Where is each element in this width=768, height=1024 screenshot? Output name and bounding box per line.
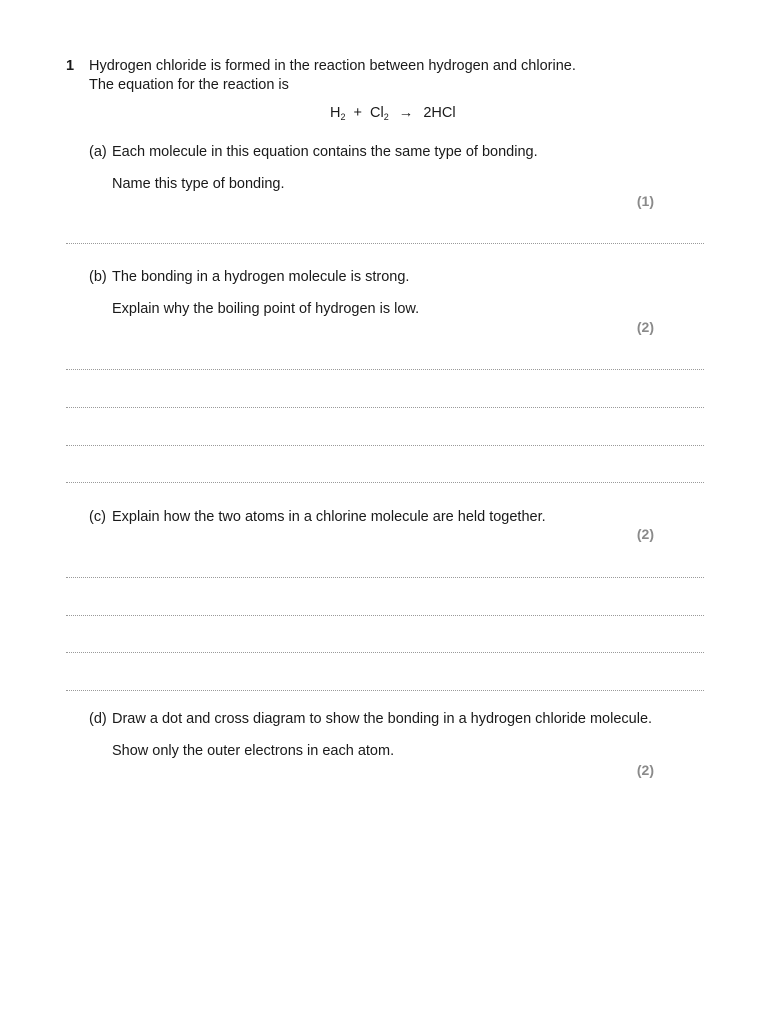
- part-b-answer-line-2[interactable]: [66, 407, 704, 408]
- reaction-equation: [330, 104, 456, 126]
- part-a-line2: Name this type of bonding.: [112, 176, 285, 192]
- part-a-answer-line-1[interactable]: [66, 243, 704, 244]
- part-d-drawing-area[interactable]: [66, 790, 704, 1000]
- part-c-line1: Explain how the two atoms in a chlorine molecule are held together.: [112, 509, 546, 525]
- part-a-line1: Each molecule in this equation contains the same type of bonding.: [112, 144, 538, 160]
- part-d-label: (d): [89, 711, 107, 727]
- question-intro-line2: The equation for the reaction is: [89, 77, 289, 93]
- equation-arrow: →: [398, 105, 414, 121]
- part-b-label: (b): [89, 269, 107, 285]
- equation-chlorine: Cl: [370, 105, 384, 121]
- part-d-line2: Show only the outer electrons in each atom.: [112, 743, 395, 759]
- question-intro-line1: Hydrogen chloride is formed in the reaction between hydrogen and chlorine.: [89, 58, 576, 74]
- part-b-answer-line-3[interactable]: [66, 445, 704, 446]
- part-c-answer-line-4[interactable]: [66, 690, 704, 691]
- part-b-line1: The bonding in a hydrogen molecule is strong.: [112, 269, 410, 285]
- part-a-label: (a): [89, 144, 107, 160]
- equation-plus: +: [353, 105, 362, 121]
- part-d-marks: (2): [636, 762, 654, 778]
- equation-hydrogen: H: [330, 105, 341, 121]
- part-c-answer-line-2[interactable]: [66, 615, 704, 616]
- part-b-line2: Explain why the boiling point of hydrogen is low.: [112, 301, 420, 317]
- part-c-marks: (2): [636, 526, 654, 542]
- equation-hydrogen-subscript: 2: [340, 112, 346, 122]
- part-c-answer-line-3[interactable]: [66, 652, 704, 653]
- part-b-answer-line-4[interactable]: [66, 482, 704, 483]
- part-c-label: (c): [89, 509, 106, 525]
- question-number: 1: [66, 58, 75, 74]
- part-b-marks: (2): [636, 319, 654, 335]
- part-c-answer-line-1[interactable]: [66, 577, 704, 578]
- equation-chlorine-subscript: 2: [383, 112, 389, 122]
- part-d-line1: Draw a dot and cross diagram to show the bonding in a hydrogen chloride molecule.: [112, 711, 653, 727]
- part-b-answer-line-1[interactable]: [66, 369, 704, 370]
- equation-product: 2HCl: [423, 105, 456, 121]
- part-a-marks: (1): [636, 193, 654, 209]
